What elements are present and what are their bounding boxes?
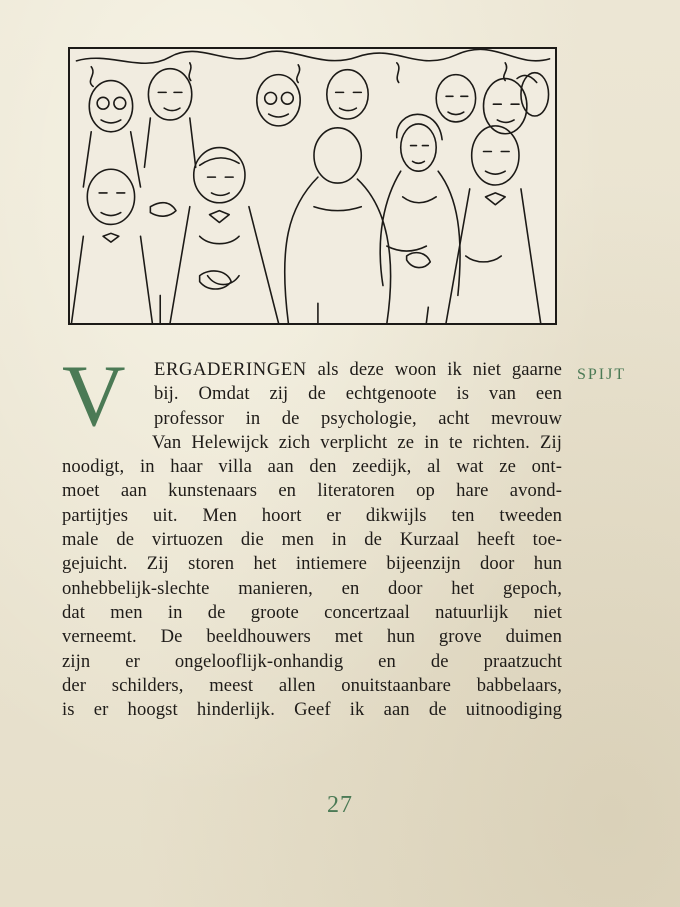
text-line: dat men in de groote concertzaal natuurlijk niet (62, 601, 562, 623)
drop-cap-letter: V (62, 348, 126, 445)
text-line (154, 358, 562, 382)
text-line: moet aan kunstenaars en literatoren op hare avond- (62, 480, 562, 502)
text-line: bij. Omdat zij de echtgenoote is van een (154, 383, 562, 405)
line-1-rest: als deze woon ik niet gaarne (306, 359, 562, 380)
text-line: professor in de psychologie, acht mevrouw (154, 407, 562, 429)
body-text (62, 348, 562, 722)
text-line: Van Helewijck zich verplicht ze in te richten. Zij (152, 431, 562, 453)
text-line: noodigt, in haar villa aan den zeedijk, al wat ze ont- (62, 456, 562, 478)
engraving-illustration (68, 47, 557, 325)
text-line: der schilders, meest allen onuitstaanbare babbelaars, (62, 674, 562, 696)
crowd-drawing (70, 49, 555, 323)
text-line: zijn er ongelooflijk-onhandig en de praatzucht (62, 650, 562, 672)
text-line: verneemt. De beeldhouwers met hun grove duimen (62, 626, 562, 648)
text-line: male de virtuozen die men in de Kurzaal heeft toe- (62, 529, 562, 551)
margin-note: SPIJT (577, 366, 627, 383)
first-word-smallcaps: ERGADERINGEN (154, 359, 307, 380)
text-line: partijtjes uit. Men hoort er dikwijls ten tweeden (62, 504, 562, 526)
page-number: 27 (327, 792, 353, 818)
text-line: onhebbelijk-slechte manieren, en door het gepoch, (62, 577, 562, 599)
text-line: is er hoogst hinderlijk. Geef ik aan de uitnoodiging (62, 699, 562, 721)
text-line: gejuicht. Zij storen het intiemere bijeenzijn door hun (62, 553, 562, 575)
